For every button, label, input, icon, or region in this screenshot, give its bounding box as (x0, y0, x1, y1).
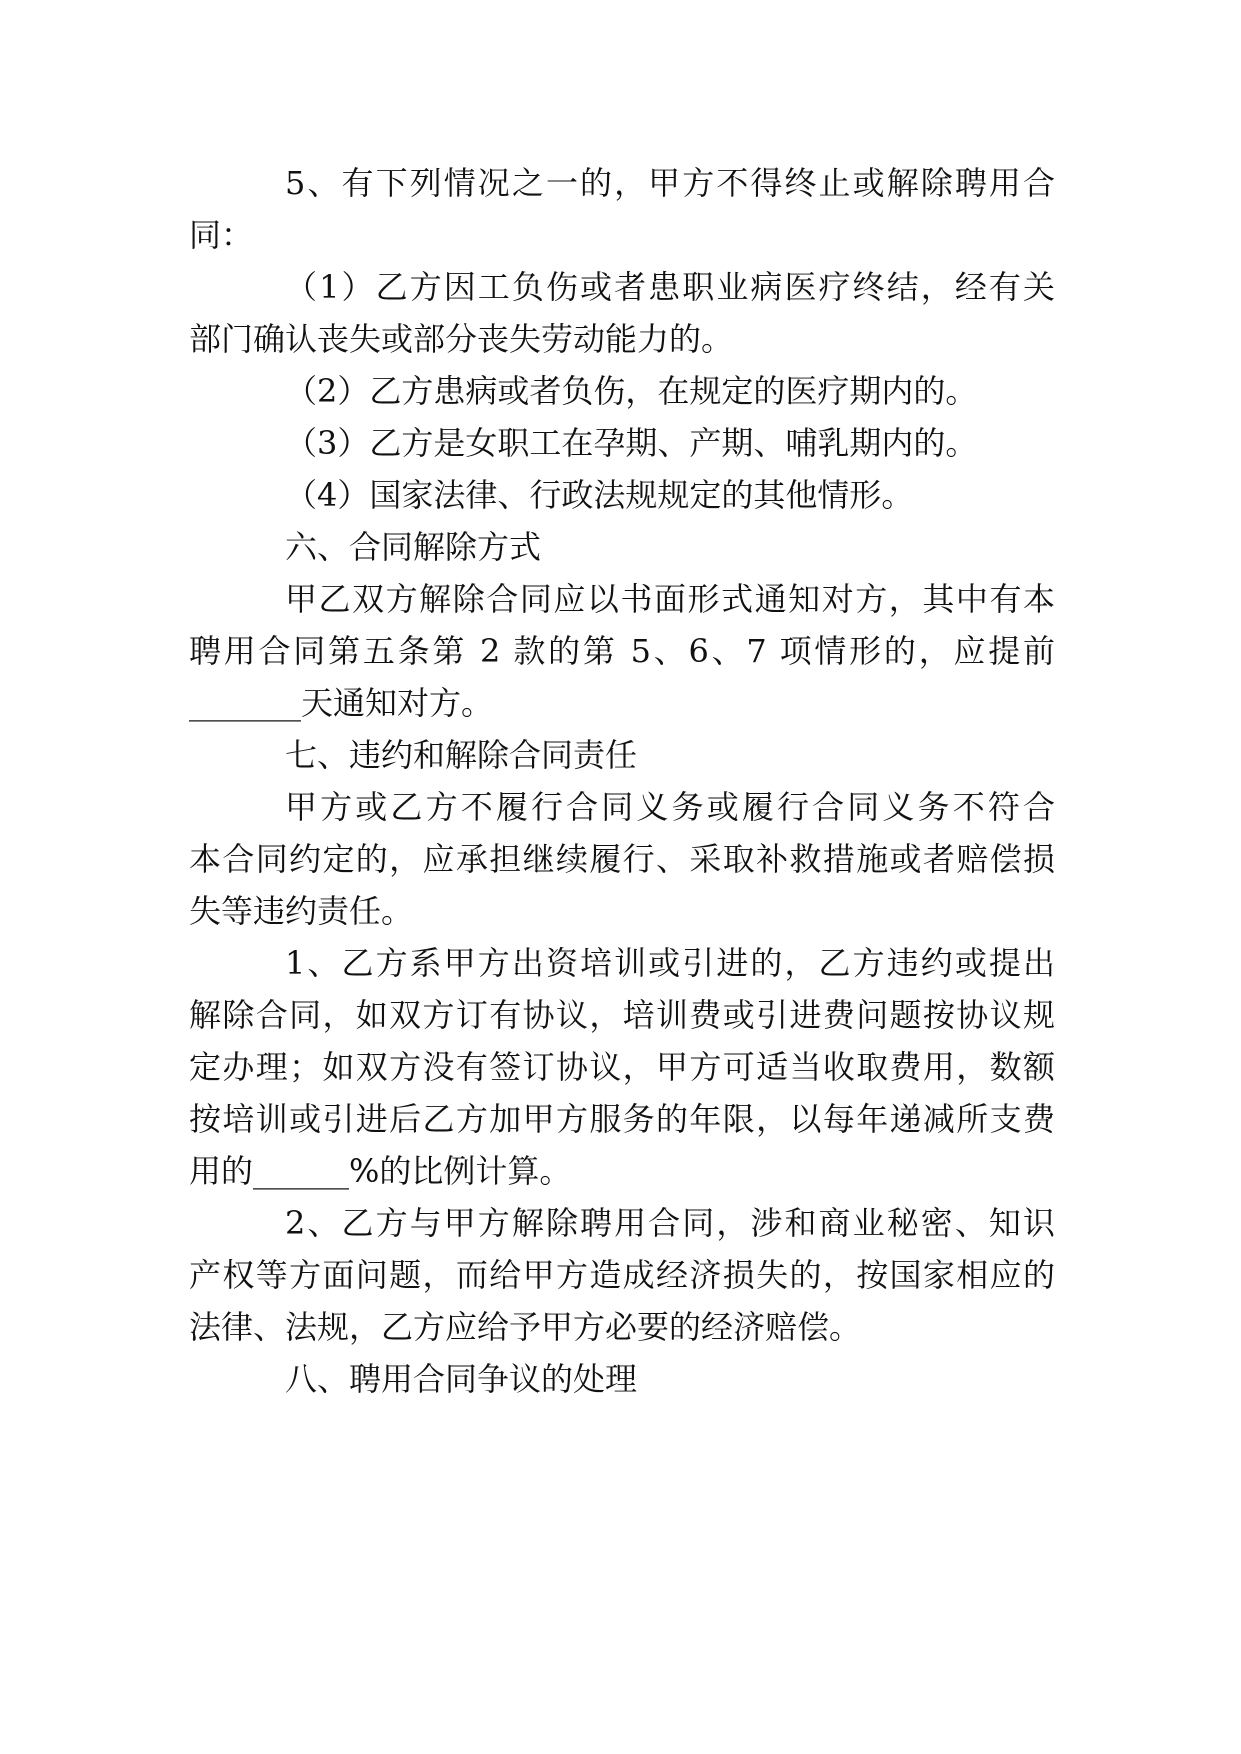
paragraph-line: 定办理；如双方没有签订协议，甲方可适当收取费用，数额 (189, 1048, 1055, 1086)
paragraph-line: （4）国家法律、行政法规规定的其他情形。 (285, 476, 914, 514)
paragraph-line: _______天通知对方。 (189, 684, 494, 722)
paragraph-line: （2）乙方患病或者负伤，在规定的医疗期内的。 (285, 372, 978, 410)
paragraph-line: 本合同约定的，应承担继续履行、采取补救措施或者赔偿损 (189, 840, 1055, 878)
paragraph-line: 5、有下列情况之一的，甲方不得终止或解除聘用合 (285, 164, 1055, 202)
paragraph-line: 1、乙方系甲方出资培训或引进的，乙方违约或提出 (285, 944, 1055, 982)
paragraph-line: 法律、法规，乙方应给予甲方必要的经济赔偿。 (189, 1308, 862, 1346)
section-heading: 八、聘用合同争议的处理 (285, 1360, 638, 1398)
paragraph-line: （1）乙方因工负伤或者患职业病医疗终结，经有关 (285, 268, 1055, 306)
paragraph-line: 用的______%的比例计算。 (189, 1152, 572, 1190)
section-heading: 七、违约和解除合同责任 (285, 736, 638, 774)
paragraph-line: 按培训或引进后乙方加甲方服务的年限，以每年递减所支费 (189, 1100, 1055, 1138)
paragraph-line: 同： (189, 216, 254, 254)
paragraph-line: 产权等方面问题，而给甲方造成经济损失的，按国家相应的 (189, 1256, 1055, 1294)
paragraph-line: 2、乙方与甲方解除聘用合同，涉和商业秘密、知识 (285, 1204, 1055, 1242)
section-heading: 六、合同解除方式 (285, 528, 542, 566)
paragraph-line: 甲方或乙方不履行合同义务或履行合同义务不符合 (285, 788, 1055, 826)
paragraph-line: 解除合同，如双方订有协议，培训费或引进费问题按协议规 (189, 996, 1055, 1034)
paragraph-line: （3）乙方是女职工在孕期、产期、哺乳期内的。 (285, 424, 978, 462)
paragraph-line: 聘用合同第五条第 2 款的第 5、6、7 项情形的，应提前 (189, 632, 1055, 670)
paragraph-line: 甲乙双方解除合同应以书面形式通知对方，其中有本 (285, 580, 1055, 618)
paragraph-line: 失等违约责任。 (189, 892, 414, 930)
paragraph-line: 部门确认丧失或部分丧失劳动能力的。 (189, 320, 734, 358)
